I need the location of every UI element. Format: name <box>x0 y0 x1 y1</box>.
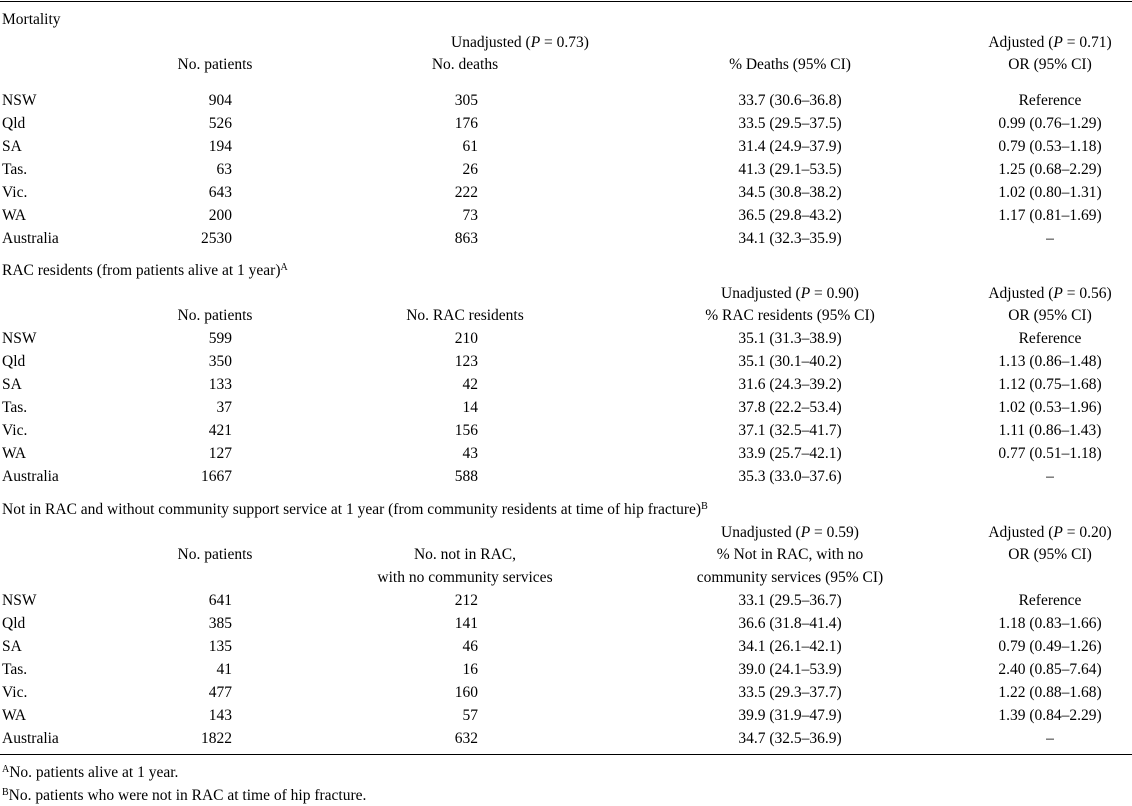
row-count: 46 <box>462 638 478 655</box>
footnote-a: $^A$No. patients alive at 1 year. <box>2 764 179 781</box>
row-percent: 36.6 (31.8–41.4) <box>738 615 842 632</box>
row-count: 16 <box>462 661 478 678</box>
row-patients: 133 <box>208 376 232 393</box>
row-count: 160 <box>454 684 478 701</box>
row-patients: 143 <box>208 707 232 724</box>
col-header-count-line2: with no community services <box>377 569 553 586</box>
col-header-percent: % Not in RAC, with no <box>716 546 864 563</box>
row-state: Australia <box>2 468 59 485</box>
col-header-patients: No. patients <box>177 307 253 324</box>
row-state: NSW <box>2 330 37 347</box>
row-patients: 641 <box>208 592 232 609</box>
row-patients: 194 <box>208 138 232 155</box>
row-percent: 36.5 (29.8–43.2) <box>738 207 842 224</box>
table-top-rule <box>0 1 1132 2</box>
row-percent: 33.9 (25.7–42.1) <box>738 445 842 462</box>
row-state: Vic. <box>2 684 28 701</box>
row-state: Qld <box>2 115 26 132</box>
row-percent: 37.1 (32.5–41.7) <box>738 422 842 439</box>
row-patients: 135 <box>208 638 232 655</box>
row-or: – <box>1046 230 1054 247</box>
row-count: 26 <box>462 161 478 178</box>
col-header-or: OR (95% CI) <box>1008 546 1092 563</box>
row-state: Australia <box>2 730 59 747</box>
section-title-mortality: Mortality <box>2 11 61 28</box>
row-or: 2.40 (0.85–7.64) <box>998 661 1102 678</box>
col-header-count: No. not in RAC, <box>413 546 517 563</box>
row-state: Vic. <box>2 422 28 439</box>
row-percent: 39.9 (31.9–47.9) <box>738 707 842 724</box>
col-header-or: OR (95% CI) <box>1008 307 1092 324</box>
row-or: 0.79 (0.49–1.26) <box>998 638 1102 655</box>
row-count: 57 <box>462 707 478 724</box>
row-state: SA <box>2 138 22 155</box>
row-patients: 599 <box>208 330 232 347</box>
row-state: Australia <box>2 230 59 247</box>
row-count: 305 <box>454 92 478 109</box>
col-header-count: No. deaths <box>431 56 499 73</box>
row-patients: 421 <box>208 422 232 439</box>
row-or: 0.77 (0.51–1.18) <box>998 445 1102 462</box>
row-or: 1.39 (0.84–2.29) <box>998 707 1102 724</box>
adjusted-header: Adjusted (P = 0.71) <box>988 34 1112 51</box>
row-patients: 904 <box>208 92 232 109</box>
row-or: Reference <box>1018 92 1082 109</box>
adjusted-header: Adjusted (P = 0.56) <box>988 285 1112 302</box>
row-state: SA <box>2 638 22 655</box>
row-count: 156 <box>454 422 478 439</box>
row-count: 123 <box>454 353 478 370</box>
row-state: WA <box>2 707 27 724</box>
col-header-percent: % Deaths (95% CI) <box>729 56 851 73</box>
row-state: NSW <box>2 92 37 109</box>
row-state: Tas. <box>2 661 28 678</box>
row-or: – <box>1046 468 1054 485</box>
row-count: 73 <box>462 207 478 224</box>
row-count: 632 <box>454 730 478 747</box>
row-state: Vic. <box>2 184 28 201</box>
row-or: 1.13 (0.86–1.48) <box>998 353 1102 370</box>
row-state: WA <box>2 207 27 224</box>
row-patients: 2530 <box>201 230 232 247</box>
row-percent: 33.5 (29.3–37.7) <box>738 684 842 701</box>
row-or: 1.17 (0.81–1.69) <box>998 207 1102 224</box>
row-patients: 127 <box>208 445 232 462</box>
unadjusted-header: Unadjusted (P = 0.59) <box>721 524 859 541</box>
row-count: 210 <box>454 330 478 347</box>
row-state: WA <box>2 445 27 462</box>
col-header-percent: % RAC residents (95% CI) <box>705 307 875 324</box>
row-percent: 34.1 (32.3–35.9) <box>738 230 842 247</box>
row-patients: 477 <box>208 684 232 701</box>
row-or: 1.18 (0.83–1.66) <box>998 615 1102 632</box>
col-header-percent-line2: community services (95% CI) <box>696 569 884 586</box>
adjusted-header: Adjusted (P = 0.20) <box>988 524 1112 541</box>
unadjusted-header: Unadjusted (P = 0.90) <box>721 285 859 302</box>
row-or: Reference <box>1018 330 1082 347</box>
row-percent: 33.7 (30.6–36.8) <box>738 92 842 109</box>
row-or: – <box>1046 730 1054 747</box>
row-state: Qld <box>2 353 26 370</box>
row-patients: 41 <box>216 661 232 678</box>
row-percent: 35.1 (31.3–38.9) <box>738 330 842 347</box>
row-patients: 1667 <box>201 468 232 485</box>
section-title-rac-residents: RAC residents (from patients alive at 1 year)$^A$ <box>2 262 288 279</box>
row-state: SA <box>2 376 22 393</box>
row-patients: 643 <box>208 184 232 201</box>
row-or: 1.02 (0.80–1.31) <box>998 184 1102 201</box>
row-count: 42 <box>462 376 478 393</box>
col-header-patients: No. patients <box>177 56 253 73</box>
row-percent: 33.1 (29.5–36.7) <box>738 592 842 609</box>
row-count: 61 <box>462 138 478 155</box>
row-or: 1.22 (0.88–1.68) <box>998 684 1102 701</box>
row-or: 0.99 (0.76–1.29) <box>998 115 1102 132</box>
row-percent: 35.1 (30.1–40.2) <box>738 353 842 370</box>
row-or: 1.11 (0.86–1.43) <box>998 422 1102 439</box>
row-patients: 1822 <box>201 730 232 747</box>
row-count: 222 <box>454 184 478 201</box>
row-percent: 41.3 (29.1–53.5) <box>738 161 842 178</box>
table-bottom-rule <box>0 754 1132 755</box>
row-patients: 37 <box>216 399 232 416</box>
unadjusted-header: Unadjusted (P = 0.73) <box>451 34 589 51</box>
row-count: 43 <box>462 445 478 462</box>
row-count: 14 <box>462 399 478 416</box>
row-percent: 34.7 (32.5–36.9) <box>738 730 842 747</box>
col-header-patients: No. patients <box>177 546 253 563</box>
row-patients: 63 <box>216 161 232 178</box>
row-count: 176 <box>454 115 478 132</box>
row-patients: 350 <box>208 353 232 370</box>
row-count: 588 <box>454 468 478 485</box>
footnote-b: $^B$No. patients who were not in RAC at time of hip fracture. <box>2 787 367 804</box>
row-patients: 385 <box>208 615 232 632</box>
row-or: 1.12 (0.75–1.68) <box>998 376 1102 393</box>
row-or: 1.25 (0.68–2.29) <box>998 161 1102 178</box>
col-header-count: No. RAC residents <box>406 307 524 324</box>
row-count: 212 <box>454 592 478 609</box>
row-percent: 34.1 (26.1–42.1) <box>738 638 842 655</box>
row-state: NSW <box>2 592 37 609</box>
row-patients: 200 <box>208 207 232 224</box>
row-count: 141 <box>454 615 478 632</box>
col-header-or: OR (95% CI) <box>1008 56 1092 73</box>
row-percent: 37.8 (22.2–53.4) <box>738 399 842 416</box>
row-state: Qld <box>2 615 26 632</box>
row-percent: 31.4 (24.9–37.9) <box>738 138 842 155</box>
row-count: 863 <box>454 230 478 247</box>
row-patients: 526 <box>208 115 232 132</box>
row-percent: 39.0 (24.1–53.9) <box>738 661 842 678</box>
row-percent: 34.5 (30.8–38.2) <box>738 184 842 201</box>
row-percent: 33.5 (29.5–37.5) <box>738 115 842 132</box>
section-title-not-in-rac: Not in RAC and without community support service at 1 year (from community residents at time of hip fracture)$^B$ <box>2 501 708 518</box>
row-or: Reference <box>1018 592 1082 609</box>
row-percent: 31.6 (24.3–39.2) <box>738 376 842 393</box>
row-state: Tas. <box>2 399 28 416</box>
row-or: 1.02 (0.53–1.96) <box>998 399 1102 416</box>
row-state: Tas. <box>2 161 28 178</box>
row-or: 0.79 (0.53–1.18) <box>998 138 1102 155</box>
row-percent: 35.3 (33.0–37.6) <box>738 468 842 485</box>
